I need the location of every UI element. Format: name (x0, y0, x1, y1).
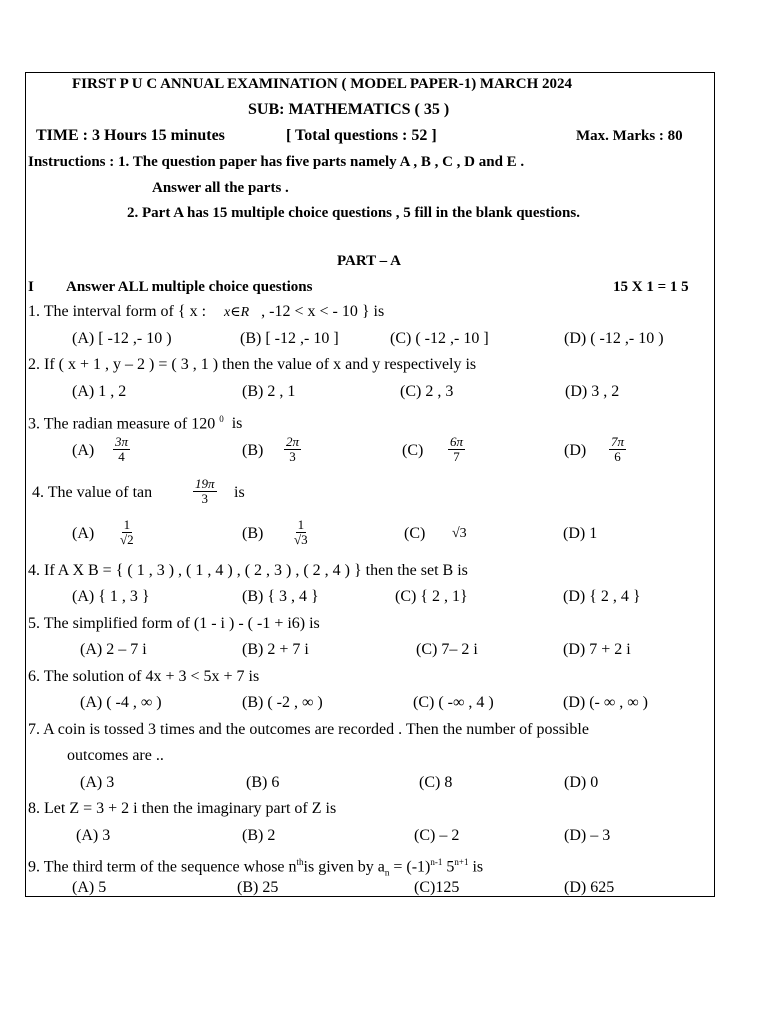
question-7-continued: outcomes are .. (67, 747, 164, 764)
q1-option-a: (A) [ -12 ,- 10 ) (72, 330, 172, 347)
q6-option-b: (B) ( -2 , ∞ ) (242, 694, 323, 711)
max-marks: Max. Marks : 80 (576, 128, 683, 144)
question-5: 5. The simplified form of (1 - i ) - ( -1 + i6) is (28, 615, 320, 632)
q1-option-d: (D) ( -12 ,- 10 ) (564, 330, 664, 347)
set-condition: x∈R (224, 305, 250, 320)
q4b-option-d: (D) { 2 , 4 } (563, 588, 641, 605)
q9-option-b: (B) 25 (237, 879, 279, 896)
question-1: 1. The interval form of { x : x∈R , -12 < x < - 10 } is (28, 303, 385, 320)
q5-option-a: (A) 2 – 7 i (80, 641, 147, 658)
question-9: 9. The third term of the sequence whose $n^{th}is$ given by $a_n = (-1)^{n-1}$ $5^{n+1}$ is (28, 857, 484, 878)
question-4-tan-is: is (234, 484, 245, 501)
q2-option-d: (D) 3 , 2 (565, 383, 620, 400)
q7-option-c: (C) 8 (419, 774, 453, 791)
exam-title: FIRST P U C ANNUAL EXAMINATION ( MODEL PAPER-1) MARCH 2024 (72, 76, 573, 92)
q2-option-b: (B) 2 , 1 (242, 383, 296, 400)
q8-option-c: (C) – 2 (414, 827, 460, 844)
instruction-2: 2. Part A has 15 multiple choice questions , 5 fill in the blank questions. (127, 205, 580, 221)
q2-option-c: (C) 2 , 3 (400, 383, 454, 400)
question-8: 8. Let Z = 3 + 2 i then the imaginary part of Z is (28, 800, 337, 817)
section-heading: Answer ALL multiple choice questions (66, 279, 313, 295)
q3-option-d-label: (D) (564, 442, 587, 459)
q3-option-a-fraction: $\frac{3\pi}{4}$ (115, 434, 129, 464)
q5-option-b: (B) 2 + 7 i (242, 641, 309, 658)
q3-option-c-label: (C) (402, 442, 424, 459)
q4a-option-a-fraction: $\frac{1}{√2}$ (120, 517, 134, 547)
q9-option-d: (D) 625 (564, 879, 615, 896)
q4a-option-d: (D) 1 (563, 525, 598, 542)
q4a-option-a-label: (A) (72, 525, 95, 542)
q4b-option-a: (A) { 1 , 3 } (72, 588, 150, 605)
section-score: 15 X 1 = 1 5 (613, 279, 689, 295)
q5-option-d: (D) 7 + 2 i (563, 641, 631, 658)
q6-option-c: (C) ( -∞ , 4 ) (413, 694, 494, 711)
q8-option-a: (A) 3 (76, 827, 111, 844)
question-4-set: 4. If A X B = { ( 1 , 3 ) , ( 1 , 4 ) , ( 2 , 3 ) , ( 2 , 4 ) } then the set B is (28, 562, 468, 579)
q2-option-a: (A) 1 , 2 (72, 383, 127, 400)
q8-option-d: (D) – 3 (564, 827, 611, 844)
q7-option-b: (B) 6 (246, 774, 280, 791)
question-7: 7. A coin is tossed 3 times and the outcomes are recorded . Then the number of possible (28, 721, 589, 738)
q6-option-d: (D) (- ∞ , ∞ ) (563, 694, 649, 711)
q7-option-d: (D) 0 (564, 774, 599, 791)
instruction-1b: Answer all the parts . (152, 180, 289, 196)
q1-option-c: (C) ( -12 ,- 10 ] (390, 330, 489, 347)
question-6: 6. The solution of 4x + 3 < 5x + 7 is (28, 668, 260, 685)
q4a-option-b-label: (B) (242, 525, 264, 542)
part-title: PART – A (337, 253, 401, 269)
question-4-tan: 4. The value of tan (32, 484, 153, 501)
q3-option-b-fraction: $\frac{2\pi}{3}$ (286, 434, 300, 464)
total-questions: [ Total questions : 52 ] (286, 127, 437, 144)
q9-option-a: (A) 5 (72, 879, 107, 896)
q3-option-d-fraction: $\frac{7\pi}{6}$ (611, 434, 625, 464)
question-2: 2. If ( x + 1 , y – 2 ) = ( 3 , 1 ) then the value of x and y respectively is (28, 356, 477, 373)
q4a-option-b-fraction: $\frac{1}{√3}$ (294, 517, 308, 547)
q4a-option-c-value: √3 (452, 526, 467, 541)
q7-option-a: (A) 3 (80, 774, 115, 791)
q5-option-c: (C) 7– 2 i (416, 641, 478, 658)
q3-option-c-fraction: $\frac{6\pi}{7}$ (450, 434, 464, 464)
q9-option-c: (C)125 (414, 879, 460, 896)
q4a-option-c-label: (C) (404, 525, 426, 542)
q1-option-b: (B) [ -12 ,- 10 ] (240, 330, 339, 347)
q4b-option-b: (B) { 3 , 4 } (242, 588, 319, 605)
q4b-option-c: (C) { 2 , 1} (395, 588, 468, 605)
question-3: 3. The radian measure of 120 $^0$ is (28, 414, 243, 433)
time-label: TIME : 3 Hours 15 minutes (36, 127, 225, 144)
instruction-1: Instructions : 1. The question paper has five parts namely A , B , C , D and E . (28, 154, 525, 170)
section-roman: I (28, 279, 34, 295)
subject-title: SUB: MATHEMATICS ( 35 ) (248, 101, 450, 118)
q3-option-a-label: (A) (72, 442, 95, 459)
tan-argument-fraction: $\frac{19\pi}{3}$ (195, 476, 215, 506)
q8-option-b: (B) 2 (242, 827, 276, 844)
q6-option-a: (A) ( -4 , ∞ ) (80, 694, 162, 711)
q3-option-b-label: (B) (242, 442, 264, 459)
